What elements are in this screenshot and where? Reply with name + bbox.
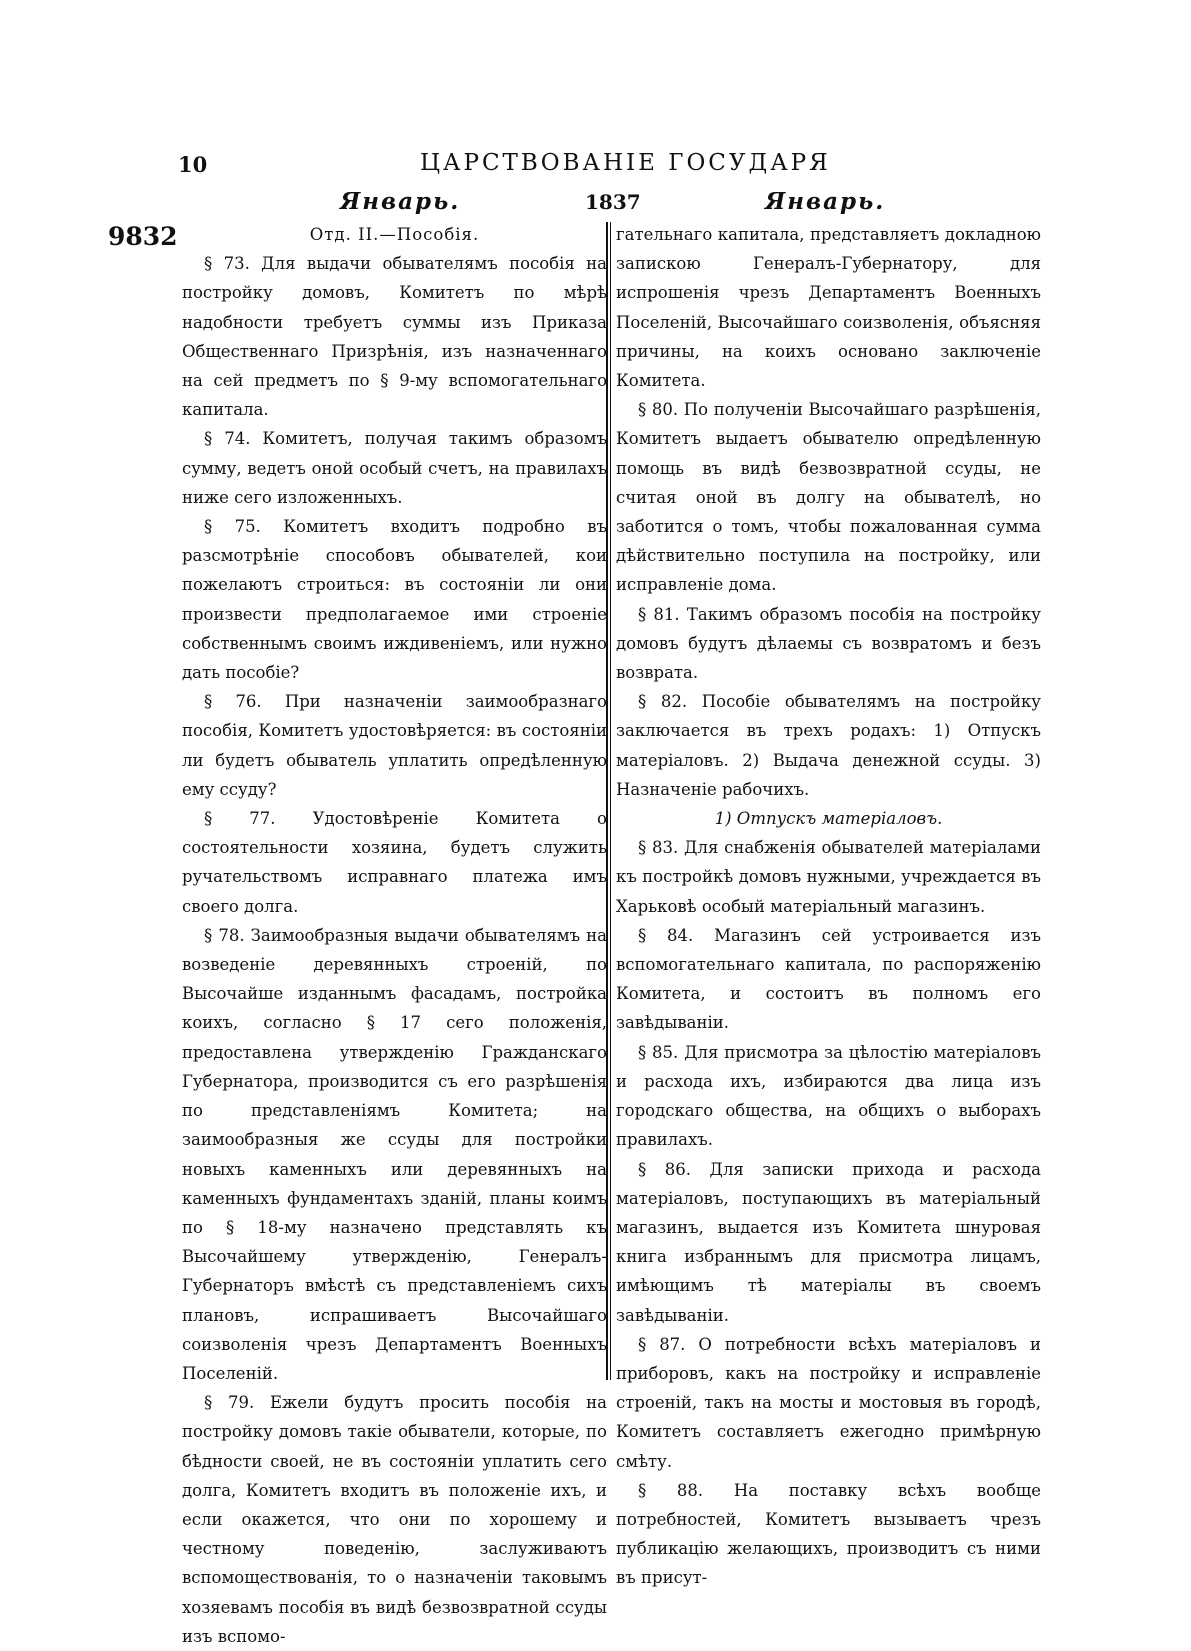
running-title: ЦАРСТВОВАНІЕ ГОСУДАРЯ [420, 150, 831, 176]
right-column [616, 220, 1041, 1593]
law-number: 9832 [108, 222, 178, 251]
paragraph: § 87. О потребности всѣхъ матеріаловъ и приборовъ, какъ на постройку и исправленіе строеній, такъ на мосты и мостовыя въ городѣ, Комитетъ составляетъ ежегодно примѣрную смѣту. [616, 1334, 1041, 1471]
paragraph: § 85. Для присмотра за цѣлостію матеріаловъ и расхода ихъ, избираются два лица изъ городскаго общества, на общихъ о выборахъ правилахъ. [616, 1042, 1041, 1150]
paragraph: § 75. Комитетъ входитъ подробно въ разсмотрѣніе способовъ обывателей, кои пожелаютъ строиться: въ состояніи ли они произвести предполагаемое ими строеніе собственнымъ своимъ иждивеніемъ, или нужно дать пособіе? [182, 517, 607, 683]
paragraph: § 83. Для снабженія обывателей матеріалами къ постройкѣ домовъ нужными, учреждается въ Харьковѣ особый матеріальный магазинъ. [616, 838, 1041, 916]
paragraph: § 80. По полученіи Высочайшаго разрѣшенія, Комитетъ выдаетъ обывателю опредѣленную помощь въ видѣ безвозвратной ссуды, не считая оной въ долгу на обывателѣ, но заботится о томъ, чтобы пожалованная сумма дѣйствительно поступила на постройку, или исправленіе дома. [616, 400, 1041, 595]
month-left: Январь. [340, 188, 461, 215]
paragraph: § 73. Для выдачи обывателямъ пособія на постройку домовъ, Комитетъ по мѣрѣ надобности требуетъ суммы изъ Приказа Общественнаго Призрѣнія, изъ назначеннаго на сей предметъ по § 9-му вспомогательнаго капитала. [182, 254, 607, 420]
paragraph: § 86. Для записки прихода и расхода матеріаловъ, поступающихъ въ матеріальный магазинъ, выдается изъ Комитета шнуровая книга избраннымъ для присмотра лицамъ, имѣющимъ тѣ матеріалы въ своемъ завѣдываніи. [616, 1159, 1041, 1325]
paragraph: § 74. Комитетъ, получая такимъ образомъ сумму, ведетъ оной особый счетъ, на правилахъ ниже сего изложенныхъ. [182, 429, 607, 507]
paragraph: § 88. На поставку всѣхъ вообще потребностей, Комитетъ вызываетъ чрезъ публикацію желающихъ, производитъ съ ними въ присут- [616, 1480, 1041, 1588]
section-title: Отд. II.—Пособія. [309, 225, 480, 244]
page-number: 10 [178, 152, 208, 177]
subheading: 1) Отпускъ матеріаловъ. [714, 809, 943, 829]
paragraph: § 76. При назначеніи заимообразнаго пособія, Комитетъ удостовѣряется: въ состояніи ли будетъ обыватель уплатить опредѣленную ему ссуду? [182, 692, 607, 799]
month-right: Январь. [765, 188, 886, 215]
paragraph-continuation: гательнаго капитала, представляетъ докладною запискою Генералъ-Губернатору, для испрошенія чрезъ Департаментъ Военныхъ Поселеній, Высочайшаго соизволенія, объясняя причины, на коихъ основано заключеніе Комитета. [616, 225, 1041, 391]
year: 1837 [585, 190, 641, 214]
paragraph: § 77. Удостовѣреніе Комитета о состоятельности хозяина, будетъ служить ручательствомъ исправнаго платежа имъ своего долга. [182, 809, 607, 916]
paragraph: § 82. Пособіе обывателямъ на постройку заключается въ трехъ родахъ: 1) Отпускъ матеріаловъ. 2) Выдача денежной ссуды. 3) Назначеніе рабочихъ. [616, 692, 1041, 799]
left-column [182, 220, 607, 1651]
column-divider-thin [610, 222, 611, 1380]
paragraph: § 84. Магазинъ сей устроивается изъ вспомогательнаго капитала, по распоряженію Комитета, и состоитъ въ полномъ его завѣдываніи. [616, 925, 1041, 1033]
paragraph: § 79. Ежели будутъ просить пособія на постройку домовъ такіе обыватели, которые, по бѣдности своей, не въ состояніи уплатить сего долга, Комитетъ входитъ въ положеніе ихъ, и если окажется, что они по хорошему и честному поведенію, заслуживаютъ вспомоществованія, то о назначеніи таковымъ хозяевамъ пособія въ видѣ безвозвратной ссуды изъ вспомо- [182, 1393, 607, 1646]
paragraph: § 78. Заимообразныя выдачи обывателямъ на возведеніе деревянныхъ строеній, по Высочайше изданнымъ фасадамъ, постройка коихъ, согласно § 17 сего положенія, предоставлена утвержденію Гражданскаго Губернатора, производится съ его разрѣшенія по представленіямъ Комитета; на заимообразныя же ссуды для постройки новыхъ каменныхъ или деревянныхъ на каменныхъ фундаментахъ зданій, планы коимъ по § 18-му назначено представлять къ Высочайшему утвержденію, Генералъ-Губернаторъ вмѣстѣ съ представленіемъ сихъ плановъ, испрашиваетъ Высочайшаго соизволенія чрезъ Департаментъ Военныхъ Поселеній. [182, 925, 607, 1383]
paragraph: § 81. Такимъ образомъ пособія на постройку домовъ будутъ дѣлаемы съ возвратомъ и безъ возврата. [616, 604, 1041, 683]
